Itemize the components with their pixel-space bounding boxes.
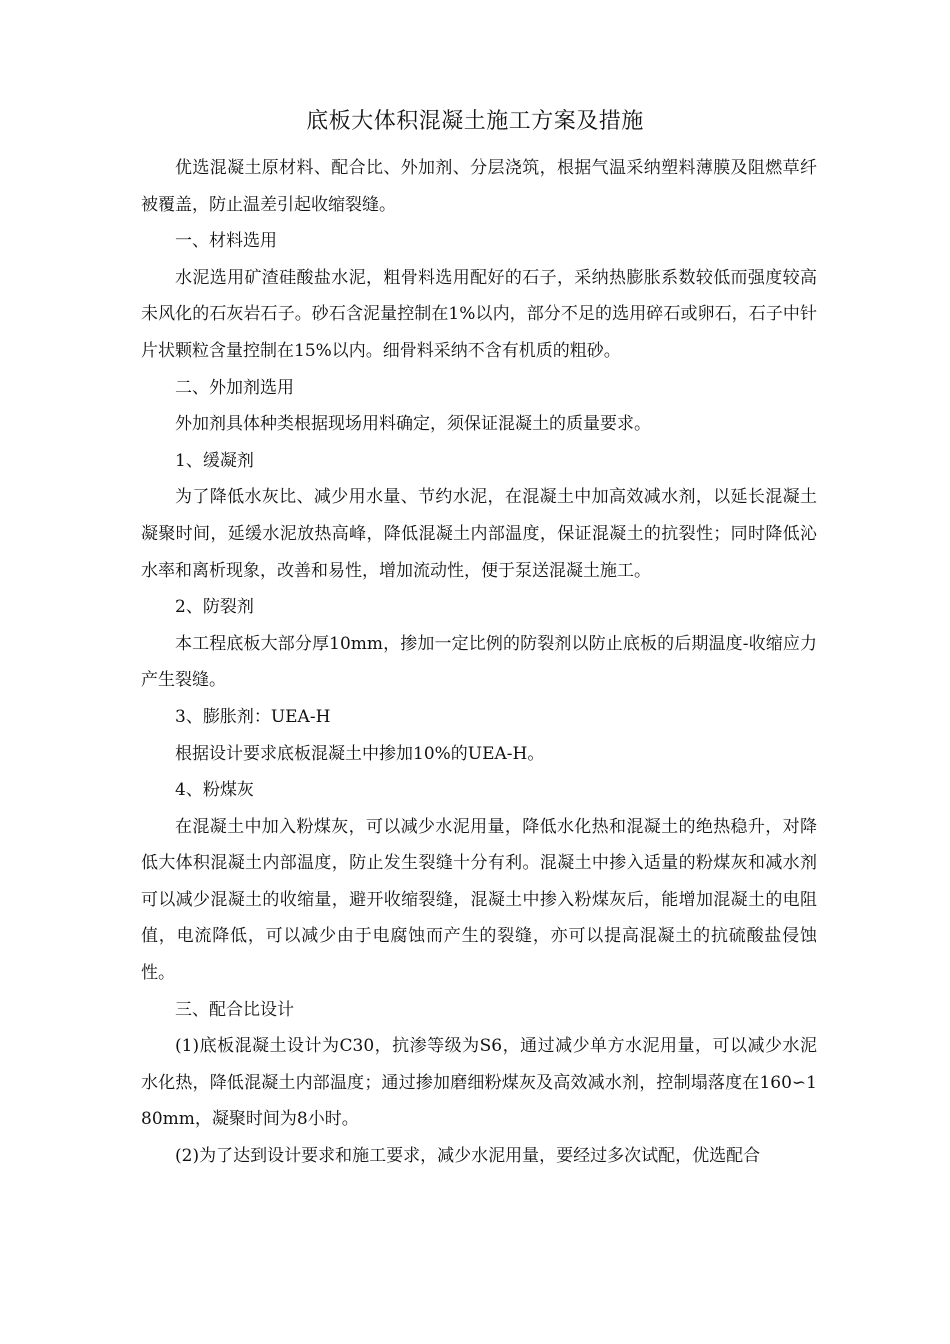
section-heading-materials: 一、材料选用 bbox=[175, 231, 277, 252]
document-body bbox=[141, 150, 817, 1175]
materials-paragraph: 水泥选用矿渣硅酸盐水泥，粗骨料选用配好的石子，采纳热膨胀系数较低而强度较高未风化的石灰岩石子。砂石含泥量控制在1%以内，部分不足的选用碎石或卵石，石子中针片状颗粒含量控制在15%以内。细骨料采纳不含有机质的粗砂。 bbox=[141, 267, 817, 361]
retarder-paragraph: 为了降低水灰比、减少用水量、节约水泥，在混凝土中加高效减水剂，以延长混凝土凝聚时间，延缓水泥放热高峰，降低混凝土内部温度，保证混凝土的抗裂性；同时降低沁水率和离析现象，改善和易性，增加流动性，便于泵送混凝土施工。 bbox=[141, 487, 817, 581]
subheading-expansive-agent: 3、膨胀剂：UEA-H bbox=[175, 706, 331, 727]
document-title: 底板大体积混凝土施工方案及措施 bbox=[306, 109, 644, 134]
fly-ash-paragraph: 在混凝土中加入粉煤灰，可以减少水泥用量，降低水化热和混凝土的绝热稳升，对降低大体积混凝土内部温度，防止发生裂缝十分有利。混凝土中掺入适量的粉煤灰和减水剂可以减少混凝土的收缩量，避开收缩裂缝，混凝土中掺入粉煤灰后，能增加混凝土的电阻值，电流降低，可以减少由于电腐蚀而产生的裂缝，亦可以提高混凝土的抗硫酸盐侵蚀性。 bbox=[141, 816, 817, 984]
anti-crack-paragraph: 本工程底板大部分厚10mm，掺加一定比例的防裂剂以防止底板的后期温度-收缩应力产生裂缝。 bbox=[141, 633, 817, 691]
admixtures-paragraph: 外加剂具体种类根据现场用料确定，须保证混凝土的质量要求。 bbox=[175, 414, 651, 435]
section-heading-admixtures: 二、外加剂选用 bbox=[175, 377, 294, 398]
subheading-fly-ash: 4、粉煤灰 bbox=[175, 780, 254, 801]
expansive-agent-paragraph: 根据设计要求底板混凝土中掺加10%的UEA-H。 bbox=[175, 743, 545, 764]
mix-design-paragraph-1: (1)底板混凝土设计为C30，抗渗等级为S6，通过减少单方水泥用量，可以减少水泥水化热，降低混凝土内部温度；通过掺加磨细粉煤灰及高效减水剂，控制塌落度在160∽180mm，凝聚时间为8小时。 bbox=[141, 1036, 817, 1130]
subheading-retarder: 1、缓凝剂 bbox=[175, 450, 254, 471]
intro-paragraph: 优选混凝土原材料、配合比、外加剂、分层浇筑，根据气温采纳塑料薄膜及阻燃草纤被覆盖，防止温差引起收缩裂缝。 bbox=[141, 158, 817, 215]
section-heading-mix-design: 三、配合比设计 bbox=[175, 999, 294, 1020]
mix-design-paragraph-2: (2)为了达到设计要求和施工要求，减少水泥用量，要经过多次试配，优选配合 bbox=[175, 1146, 761, 1167]
subheading-anti-crack: 2、防裂剂 bbox=[175, 597, 254, 618]
